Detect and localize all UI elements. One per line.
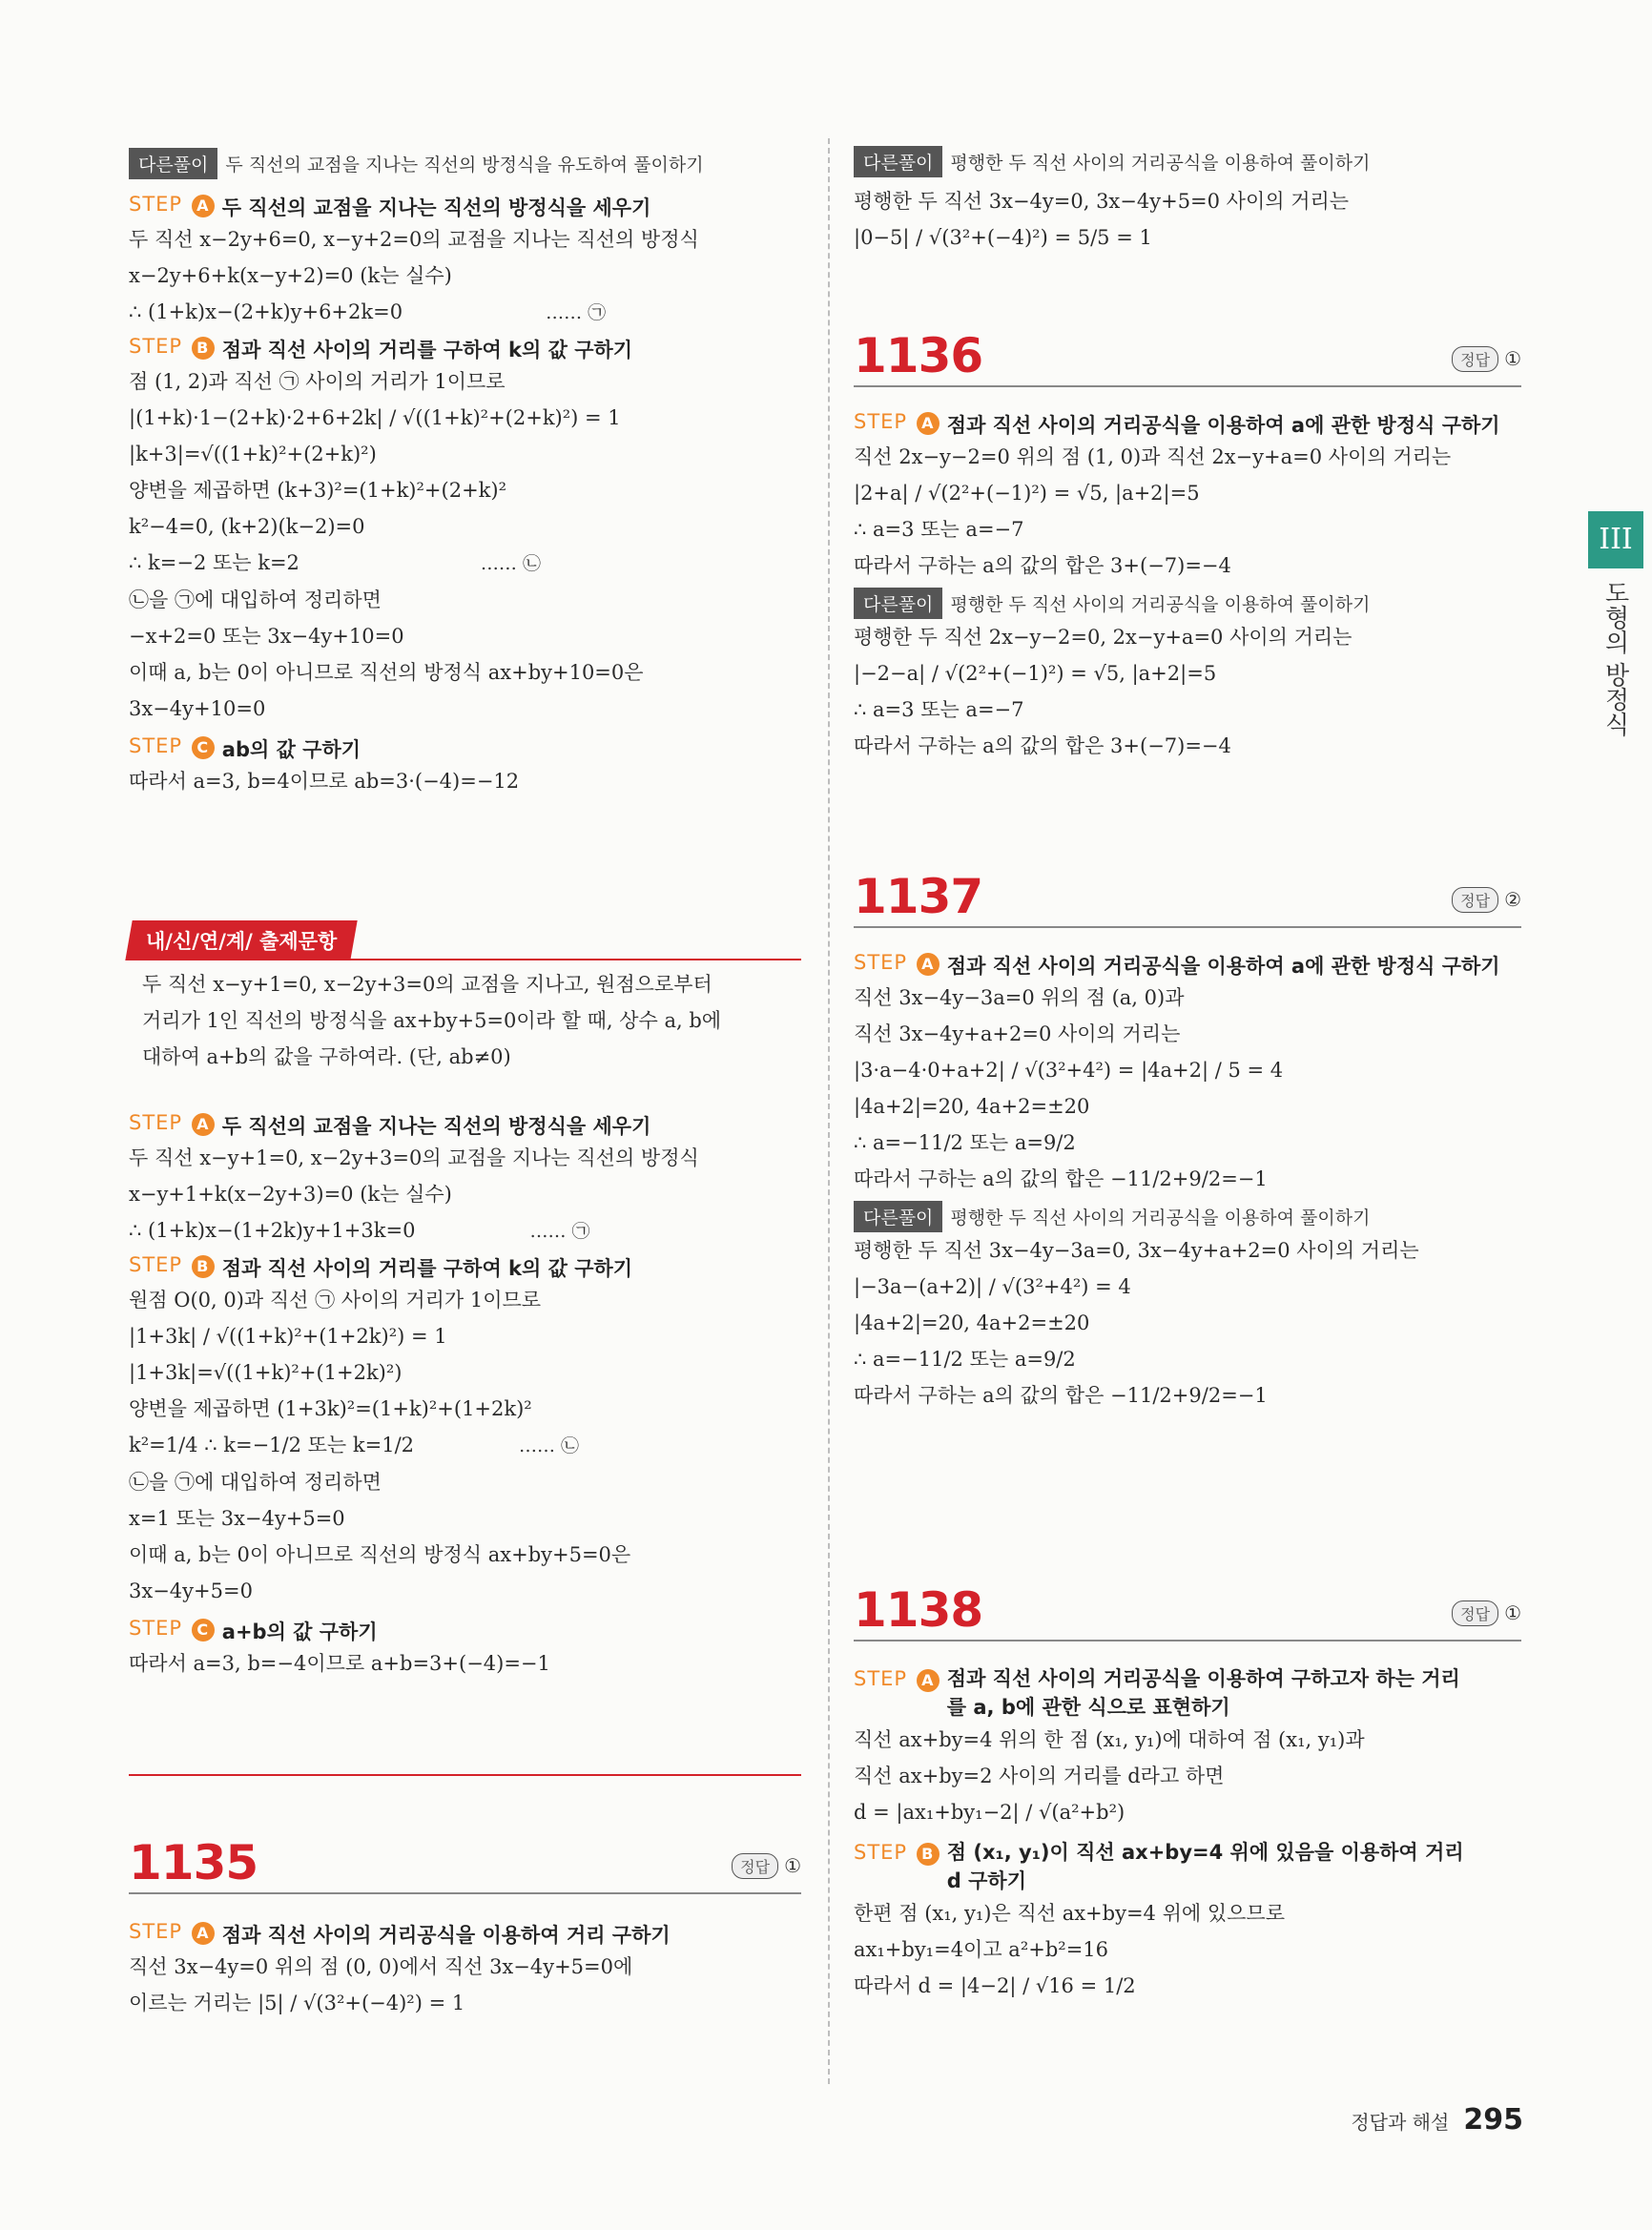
step-b: STEP B 점과 직선 사이의 거리를 구하여 k의 값 구하기 (129, 335, 633, 361)
text-line: 직선 3x−4y+a+2=0 사이의 거리는 (854, 1022, 1181, 1045)
step-a: STEP A 두 직선의 교점을 지나는 직선의 방정식을 세우기 (129, 193, 651, 219)
formula-line: 이르는 거리는 |5| / √(3²+(−4)²) = 1 (129, 1992, 465, 2014)
text-line: x−y+1+k(x−2y+3)=0 (k는 실수) (129, 1183, 452, 1206)
formula-line: |−3a−(a+2)| / √(3²+4²) = 4 (854, 1275, 1131, 1298)
naesin-end-line (129, 1774, 801, 1776)
text-line: 점 (1, 2)과 직선 ㉠ 사이의 거리가 1이므로 (129, 370, 506, 393)
alt-solution-0 (854, 146, 1521, 256)
step-c: STEP C ab의 값 구하기 (129, 734, 361, 761)
step-a: STEP A 점과 직선 사이의 거리공식을 이용하여 a에 관한 방정식 구하기 (854, 951, 1500, 978)
alt-desc: 두 직선의 교점을 지나는 직선의 방정식을 유도하여 풀이하기 (225, 155, 704, 176)
step-a: STEP A 점과 직선 사이의 거리공식을 이용하여 구하고자 하는 거리를 a, b에 관한 식으로 표현하기 (854, 1667, 1460, 1719)
formula-line: ∴ a=−11/2 또는 a=9/2 (854, 1348, 1076, 1371)
answer: 정답 ① (1452, 1600, 1521, 1626)
step-a: STEP A 두 직선의 교점을 지나는 직선의 방정식을 세우기 (129, 1111, 651, 1138)
formula-line: d = |ax₁+by₁−2| / √(a²+b²) (854, 1801, 1125, 1824)
text-line: 양변을 제곱하면 (1+3k)²=(1+k)²+(1+2k)² (129, 1397, 532, 1420)
answer: 정답 ① (732, 1853, 801, 1879)
text-line: 따라서 구하는 a의 값의 합은 −11/2+9/2=−1 (854, 1384, 1268, 1407)
problem-number: 1135 (129, 1835, 258, 1890)
naesin-solution (129, 1111, 801, 1682)
formula-line: |2+a| / √(2²+(−1)²) = √5, |a+2|=5 (854, 482, 1200, 505)
text-line: 따라서 a=3, b=4이므로 ab=3·(−4)=−12 (129, 770, 520, 793)
problem-number: 1138 (854, 1582, 983, 1638)
text-line: 따라서 a=3, b=−4이므로 a+b=3+(−4)=−1 (129, 1652, 550, 1675)
text-line: ∴ k=−2 또는 k=2 …… ㉡ (129, 551, 541, 574)
problem-1138-header (854, 1579, 1521, 1642)
formula-line: ∴ a=−11/2 또는 a=9/2 (854, 1131, 1076, 1154)
text-line: 평행한 두 직선 3x−4y=0, 3x−4y+5=0 사이의 거리는 (854, 190, 1350, 213)
footer-text: 정답과 해설 (1351, 2111, 1450, 2134)
text-line: ㉡을 ㉠에 대입하여 정리하면 (129, 1471, 382, 1494)
problem-1137-header (854, 865, 1521, 928)
chapter-label: 도형의 방정식 (1600, 580, 1629, 737)
formula-line: ∴ a=3 또는 a=−7 (854, 698, 1024, 721)
problem-1135-solution (129, 1920, 801, 2021)
text-line: 평행한 두 직선 3x−4y−3a=0, 3x−4y+a+2=0 사이의 거리는 (854, 1239, 1419, 1262)
formula-line: |4a+2|=20, 4a+2=±20 (854, 1311, 1090, 1334)
alt-desc: 평행한 두 직선 사이의 거리공식을 이용하여 풀이하기 (950, 594, 1371, 615)
answer: 정답 ② (1452, 887, 1521, 913)
formula-line: 3x−4y+5=0 (129, 1580, 253, 1602)
text-line: ∴ (1+k)x−(2+k)y+6+2k=0 …… ㉠ (129, 300, 607, 323)
text-line: x−2y+6+k(x−y+2)=0 (k는 실수) (129, 264, 452, 287)
formula-line: |(1+k)·1−(2+k)·2+6+2k| / √((1+k)²+(2+k)²) = 1 (129, 406, 621, 429)
text-line: 따라서 구하는 a의 값의 합은 3+(−7)=−4 (854, 554, 1231, 577)
formula-line: k²−4=0, (k+2)(k−2)=0 (129, 515, 365, 538)
formula-line: 3x−4y+10=0 (129, 697, 266, 720)
text-line: k²=1/4 ∴ k=−1/2 또는 k=1/2 …… ㉡ (129, 1434, 580, 1456)
text-line: 직선 2x−y−2=0 위의 점 (1, 0)과 직선 2x−y+a=0 사이의 거리는 (854, 445, 1452, 468)
alt-tag: 다른풀이 (854, 588, 942, 619)
step-b: STEP B 점 (x₁, y₁)이 직선 ax+by=4 위에 있음을 이용하여 거리 d 구하기 (854, 1841, 1464, 1892)
answer: 정답 ① (1452, 346, 1521, 372)
text-line: 직선 ax+by=2 사이의 거리를 d라고 하면 (854, 1765, 1225, 1787)
alt-tag: 다른풀이 (129, 148, 217, 179)
problem-1135-header (129, 1831, 801, 1894)
alt-desc: 평행한 두 직선 사이의 거리공식을 이용하여 풀이하기 (950, 1208, 1371, 1229)
question-line: 거리가 1인 직선의 방정식을 ax+by+5=0이라 할 때, 상수 a, b에 (142, 1009, 722, 1032)
alt-tag: 다른풀이 (854, 146, 942, 177)
text-line: 평행한 두 직선 2x−y−2=0, 2x−y+a=0 사이의 거리는 (854, 626, 1353, 649)
naesin-tag: 내/신/연/계/ 출제문항 (125, 920, 358, 960)
alt-tag: 다른풀이 (854, 1201, 942, 1232)
text-line: ∴ (1+k)x−(1+2k)y+1+3k=0 …… ㉠ (129, 1219, 590, 1242)
formula-line: |0−5| / √(3²+(−4)²) = 5/5 = 1 (854, 226, 1152, 249)
text-line: 따라서 구하는 a의 값의 합은 3+(−7)=−4 (854, 734, 1231, 757)
step-a: STEP A 점과 직선 사이의 거리공식을 이용하여 거리 구하기 (129, 1920, 671, 1947)
problem-1138-solution (854, 1664, 1521, 2004)
problem-1136-solution (854, 410, 1521, 764)
formula-line: x=1 또는 3x−4y+5=0 (129, 1507, 345, 1530)
naesin-header (129, 920, 801, 960)
question-line: 대하여 a+b의 값을 구하여라. (단, ab≠0) (142, 1045, 511, 1068)
formula-line: |3·a−4·0+a+2| / √(3²+4²) = |4a+2| / 5 = 4 (854, 1059, 1284, 1082)
text-line: 양변을 제곱하면 (k+3)²=(1+k)²+(2+k)² (129, 479, 507, 502)
text-line: 두 직선 x−2y+6=0, x−y+2=0의 교점을 지나는 직선의 방정식 (129, 228, 699, 251)
formula-line: |1+3k|=√((1+k)²+(1+2k)²) (129, 1361, 403, 1384)
text-line: 원점 O(0, 0)과 직선 ㉠ 사이의 거리가 1이므로 (129, 1289, 542, 1311)
text-line: 이때 a, b는 0이 아니므로 직선의 방정식 ax+by+5=0은 (129, 1543, 631, 1566)
text-line: 이때 a, b는 0이 아니므로 직선의 방정식 ax+by+10=0은 (129, 661, 644, 684)
chapter-tab: III (1588, 511, 1643, 568)
step-a: STEP A 점과 직선 사이의 거리공식을 이용하여 a에 관한 방정식 구하기 (854, 410, 1500, 437)
formula-line: |1+3k| / √((1+k)²+(1+2k)²) = 1 (129, 1325, 447, 1348)
formula-line: |4a+2|=20, 4a+2=±20 (854, 1095, 1090, 1118)
problem-number: 1136 (854, 328, 983, 383)
naesin-question (129, 966, 801, 1075)
problem-1136-header (854, 324, 1521, 387)
text-line: 직선 ax+by=4 위의 한 점 (x₁, y₁)에 대하여 점 (x₁, y₁)과 (854, 1728, 1365, 1751)
step-c: STEP C a+b의 값 구하기 (129, 1617, 378, 1643)
step-b: STEP B 점과 직선 사이의 거리를 구하여 k의 값 구하기 (129, 1253, 633, 1280)
text-line: 직선 3x−4y=0 위의 점 (0, 0)에서 직선 3x−4y+5=0에 (129, 1955, 633, 1978)
formula-line: −x+2=0 또는 3x−4y+10=0 (129, 625, 404, 648)
formula-line: ∴ a=3 또는 a=−7 (854, 518, 1024, 541)
alt-solution-1 (129, 148, 801, 799)
problem-1137-solution (854, 951, 1521, 1414)
alt-desc: 평행한 두 직선 사이의 거리공식을 이용하여 풀이하기 (950, 153, 1371, 174)
formula-line: ax₁+by₁=4이고 a²+b²=16 (854, 1938, 1109, 1961)
column-divider (828, 138, 830, 2084)
page-footer (1351, 2103, 1523, 2137)
text-line: 직선 3x−4y−3a=0 위의 점 (a, 0)과 (854, 986, 1185, 1009)
page-number: 295 (1463, 2103, 1523, 2137)
text-line: 두 직선 x−y+1=0, x−2y+3=0의 교점을 지나는 직선의 방정식 (129, 1146, 699, 1169)
question-line: 두 직선 x−y+1=0, x−2y+3=0의 교점을 지나고, 원점으로부터 (142, 973, 712, 996)
formula-line: 따라서 d = |4−2| / √16 = 1/2 (854, 1974, 1136, 1997)
formula-line: |−2−a| / √(2²+(−1)²) = √5, |a+2|=5 (854, 662, 1217, 685)
problem-number: 1137 (854, 869, 983, 924)
text-line: 따라서 구하는 a의 값의 합은 −11/2+9/2=−1 (854, 1167, 1268, 1190)
formula-line: |k+3|=√((1+k)²+(2+k)²) (129, 443, 377, 465)
text-line: ㉡을 ㉠에 대입하여 정리하면 (129, 588, 382, 611)
text-line: 한편 점 (x₁, y₁)은 직선 ax+by=4 위에 있으므로 (854, 1902, 1285, 1925)
